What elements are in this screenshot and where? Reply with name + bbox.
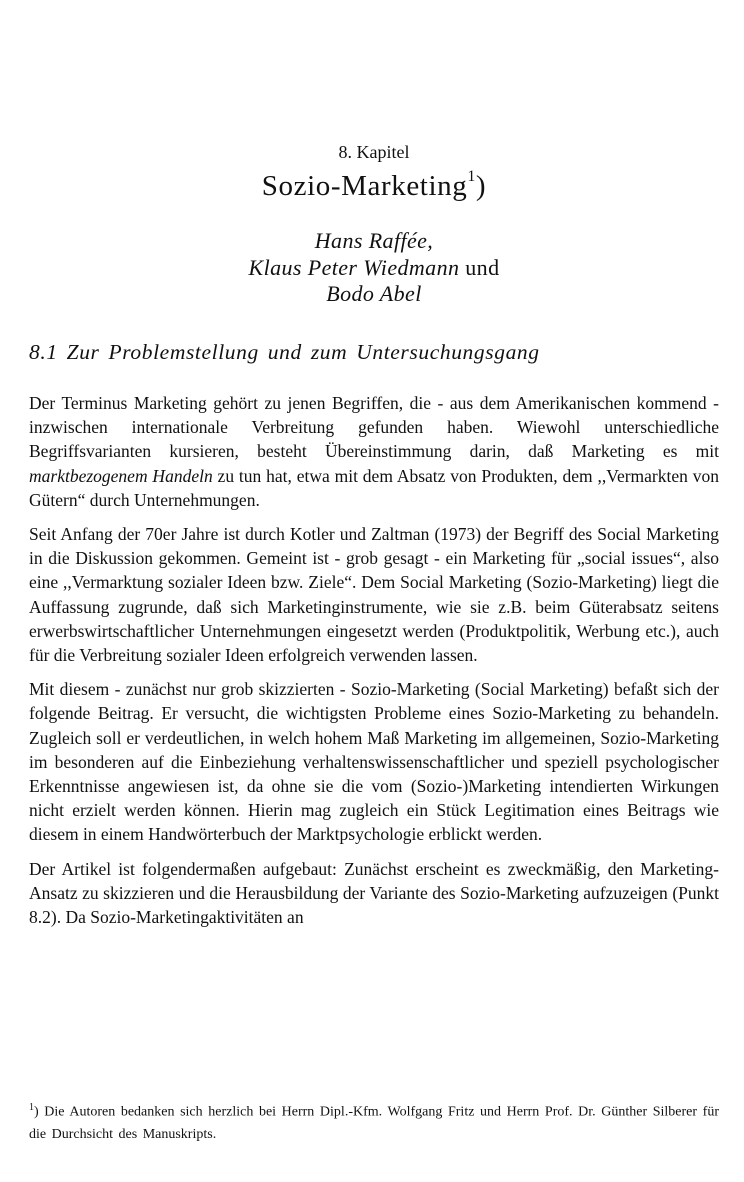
paragraph-1-emphasis: marktbezogenem Handeln xyxy=(29,465,213,486)
author-name-3: Bodo Abel xyxy=(326,281,422,306)
paragraph-2: Seit Anfang der 70er Jahre ist durch Kotler und Zaltman (1973) der Begriff des Social Marketing in die Diskussion gekommen. Gemeint ist - grob gesagt - ein Marketing für „social issues“, also eine ,,Vermarktung sozialer Ideen bzw. Ziele“. Dem Social Marketing (Sozio-Marketing) liegt die Auffassung zugrunde, daß sich Marketinginstrumente, wie sie z.B. beim Güterabsatz seitens erwerbswirtschaftlicher Unternehmungen eingesetzt werden (Produktpolitik, Werbung etc.), auch für die Verbreitung sozialer Ideen erfolgreich verwenden lassen. xyxy=(29,524,719,666)
chapter-title-text: Sozio-Marketing xyxy=(261,170,468,202)
author-connector: und xyxy=(459,254,500,280)
paragraph-1-part-b: zu tun hat, etwa mit dem Absatz von Produkten, dem ,,Vermarkten von Gütern“ durch Unternehmungen. xyxy=(29,465,719,510)
section-heading: 8.1 Zur Problemstellung und zum Untersuchungsgang xyxy=(29,340,540,364)
chapter-title xyxy=(29,170,719,203)
footnote-mark: 1 xyxy=(29,1102,34,1113)
footnote-reference: 1 xyxy=(467,168,476,186)
chapter-label: 8. Kapitel xyxy=(338,142,410,162)
body-text xyxy=(29,391,719,939)
footnote-text: ) Die Autoren bedanken sich herzlich bei Herrn Dipl.-Kfm. Wolfgang Fritz und Herrn Prof. Dr. Günther Silberer für die Durchsicht des Manuskripts. xyxy=(29,1104,719,1142)
chapter-title-suffix: ) xyxy=(475,170,487,202)
author-name-2: Klaus Peter Wiedmann xyxy=(248,254,460,280)
paragraph-1 xyxy=(29,391,719,512)
paragraph-1-part-a: Der Terminus Marketing gehört zu jenen Begriffen, die - aus dem Amerikanischen kommend - inzwischen internationale Verbreitung gefunden haben. Wiewohl unterschiedliche Begriffsvarianten kursieren, besteht Übereinstimmung darin, daß Marketing es mit xyxy=(29,393,719,462)
paragraph-3: Mit diesem - zunächst nur grob skizzierten - Sozio-Marketing (Social Marketing) befaßt sich der folgende Beitrag. Er versucht, die wichtigsten Probleme eines Sozio-Marketing zu behandeln. Zugleich soll er verdeutlichen, in welch hohem Maß Marketing im allgemeinen, Sozio-Marketing im besonderen auf die Einbeziehung verhaltenswissenschaftlicher und speziell psychologischer Erkenntnisse angewiesen ist, da ohne sie die vom (Sozio-)Marketing intendierten Wirkungen nicht erzielt werden können. Hierin mag zugleich ein Stück Legitimation eines Beitrags wie diesem in einem Handwörterbuch der Marktpsychologie erblickt werden. xyxy=(29,679,719,845)
footnote xyxy=(29,1097,719,1146)
paragraph-4: Der Artikel ist folgendermaßen aufgebaut: Zunächst erscheint es zweckmäßig, den Marketing-Ansatz zu skizzieren und die Herausbildung der Variante des Sozio-Marketing aufzuzeigen (Punkt 8.2). Da Sozio-Marketingaktivitäten an xyxy=(29,858,719,928)
author-block xyxy=(29,228,719,308)
author-name-1: Hans Raffée, xyxy=(314,228,434,253)
